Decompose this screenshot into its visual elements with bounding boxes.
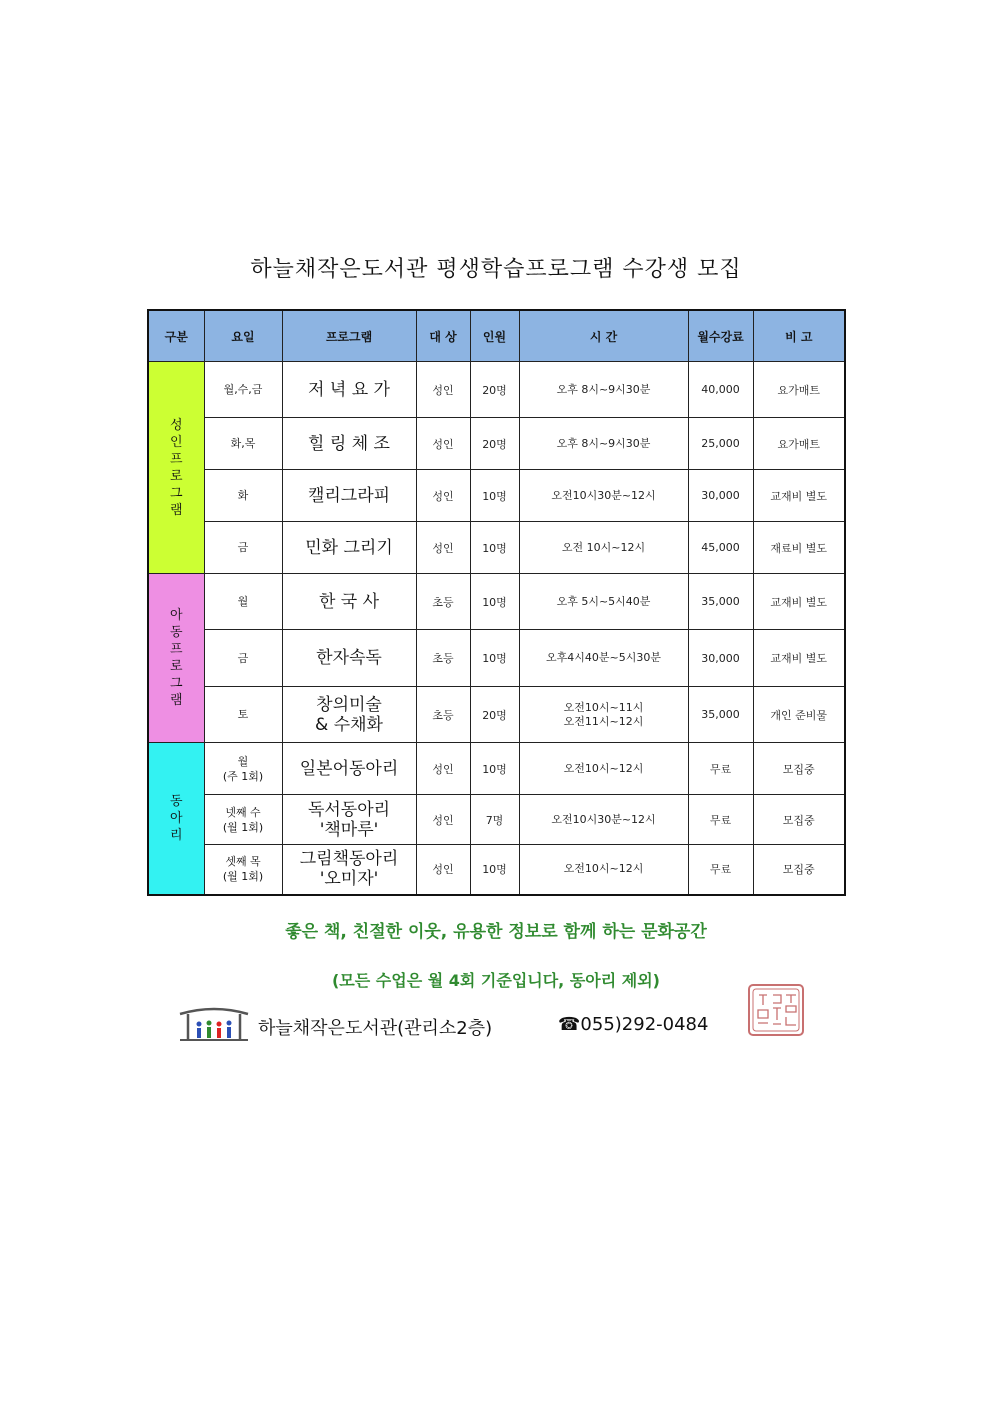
cell-target: 성인 bbox=[416, 743, 470, 795]
table-row bbox=[148, 470, 845, 522]
cell-capacity: 20명 bbox=[470, 362, 519, 418]
cell-time: 오전10시~12시 bbox=[519, 743, 688, 795]
schedule-table bbox=[147, 309, 846, 896]
cell-target: 초등 bbox=[416, 630, 470, 687]
footer bbox=[178, 1006, 818, 1046]
cell-capacity: 20명 bbox=[470, 687, 519, 743]
category-club: 동 아 리 bbox=[148, 743, 204, 895]
cell-day bbox=[204, 795, 282, 845]
table-row bbox=[148, 362, 845, 418]
cell-note: 교재비 별도 bbox=[753, 630, 845, 687]
cell-note: 요가매트 bbox=[753, 418, 845, 470]
header-day: 요일 bbox=[204, 310, 282, 362]
cell-program: 민화 그리기 bbox=[282, 522, 416, 574]
cell-fee: 무료 bbox=[688, 795, 753, 845]
program-line-1: 그림책동아리 bbox=[299, 849, 399, 870]
day-line-2: (월 1회) bbox=[222, 870, 264, 884]
cell-capacity: 10명 bbox=[470, 630, 519, 687]
cell-fee: 25,000 bbox=[688, 418, 753, 470]
cell-day: 금 bbox=[204, 630, 282, 687]
program-line-2: & 수채화 bbox=[315, 714, 383, 735]
cell-program: 한 국 사 bbox=[282, 574, 416, 630]
table-row bbox=[148, 845, 845, 895]
category-adult: 성 인 프 로 그 램 bbox=[148, 362, 204, 574]
header-note: 비 고 bbox=[753, 310, 845, 362]
day-line-2: (월 1회) bbox=[222, 820, 264, 834]
cell-note: 재료비 별도 bbox=[753, 522, 845, 574]
cell-note: 모집중 bbox=[753, 845, 845, 895]
cell-time: 오전10시30분~12시 bbox=[519, 795, 688, 845]
cell-program: 저 녁 요 가 bbox=[282, 362, 416, 418]
time-line-2: 오전11시~12시 bbox=[563, 714, 644, 728]
cell-fee: 45,000 bbox=[688, 522, 753, 574]
table-row bbox=[148, 418, 845, 470]
cell-capacity: 10명 bbox=[470, 574, 519, 630]
table-row bbox=[148, 574, 845, 630]
cell-capacity: 20명 bbox=[470, 418, 519, 470]
phone-number: ☎055)292-0484 bbox=[558, 1014, 709, 1035]
cell-time: 오전 10시~12시 bbox=[519, 522, 688, 574]
cell-program bbox=[282, 845, 416, 895]
cell-time bbox=[519, 687, 688, 743]
cell-note: 모집중 bbox=[753, 743, 845, 795]
cell-time: 오후 8시~9시30분 bbox=[519, 418, 688, 470]
day-line-1: 넷째 수 bbox=[225, 805, 261, 819]
cell-target: 초등 bbox=[416, 574, 470, 630]
table-row bbox=[148, 522, 845, 574]
slogan-text: 좋은 책, 친절한 이웃, 유용한 정보로 함께 하는 문화공간 bbox=[285, 922, 707, 942]
cell-day: 화 bbox=[204, 470, 282, 522]
library-name: 하늘채작은도서관(관리소2층) bbox=[258, 1018, 493, 1039]
cell-target: 성인 bbox=[416, 418, 470, 470]
cell-capacity: 10명 bbox=[470, 845, 519, 895]
cell-time: 오전10시30분~12시 bbox=[519, 470, 688, 522]
cell-note: 교재비 별도 bbox=[753, 470, 845, 522]
table-header-row bbox=[148, 310, 845, 362]
library-seal-icon bbox=[746, 982, 806, 1038]
table-row bbox=[148, 795, 845, 845]
cell-target: 성인 bbox=[416, 470, 470, 522]
cell-program: 일본어동아리 bbox=[282, 743, 416, 795]
cell-fee: 35,000 bbox=[688, 574, 753, 630]
cell-time: 오전10시~12시 bbox=[519, 845, 688, 895]
cell-program bbox=[282, 795, 416, 845]
header-capacity: 인원 bbox=[470, 310, 519, 362]
cell-target: 성인 bbox=[416, 795, 470, 845]
library-logo-icon bbox=[178, 1006, 250, 1044]
category-child: 아 동 프 로 그 램 bbox=[148, 574, 204, 743]
cell-fee: 30,000 bbox=[688, 630, 753, 687]
cell-program: 캘리그라피 bbox=[282, 470, 416, 522]
cell-note: 교재비 별도 bbox=[753, 574, 845, 630]
cell-time: 오후 8시~9시30분 bbox=[519, 362, 688, 418]
cell-day: 월 bbox=[204, 574, 282, 630]
table-row bbox=[148, 743, 845, 795]
cell-note: 요가매트 bbox=[753, 362, 845, 418]
cell-target: 성인 bbox=[416, 522, 470, 574]
cell-day bbox=[204, 743, 282, 795]
cell-time: 오후 5시~5시40분 bbox=[519, 574, 688, 630]
program-line-2: '오미자' bbox=[319, 869, 379, 890]
program-line-2: '책마루' bbox=[319, 819, 379, 840]
cell-note: 개인 준비물 bbox=[753, 687, 845, 743]
cell-note: 모집중 bbox=[753, 795, 845, 845]
page-title: 하늘채작은도서관 평생학습프로그램 수강생 모집 bbox=[250, 257, 742, 282]
cell-day: 토 bbox=[204, 687, 282, 743]
cell-day: 금 bbox=[204, 522, 282, 574]
cell-target: 성인 bbox=[416, 362, 470, 418]
cell-capacity: 10명 bbox=[470, 743, 519, 795]
table-row bbox=[148, 687, 845, 743]
cell-fee: 30,000 bbox=[688, 470, 753, 522]
day-line-1: 월 bbox=[237, 754, 249, 768]
cell-day: 월,수,금 bbox=[204, 362, 282, 418]
cell-day bbox=[204, 845, 282, 895]
time-line-1: 오전10시~11시 bbox=[563, 700, 644, 714]
cell-fee: 무료 bbox=[688, 845, 753, 895]
cell-target: 성인 bbox=[416, 845, 470, 895]
class-note: (모든 수업은 월 4회 기준입니다, 동아리 제외) bbox=[331, 971, 660, 990]
header-time: 시 간 bbox=[519, 310, 688, 362]
cell-fee: 35,000 bbox=[688, 687, 753, 743]
day-line-2: (주 1회) bbox=[222, 769, 264, 783]
cell-capacity: 10명 bbox=[470, 522, 519, 574]
header-fee: 월수강료 bbox=[688, 310, 753, 362]
cell-fee: 40,000 bbox=[688, 362, 753, 418]
cell-time: 오후4시40분~5시30분 bbox=[519, 630, 688, 687]
header-program: 프로그램 bbox=[282, 310, 416, 362]
cell-fee: 무료 bbox=[688, 743, 753, 795]
cell-program: 한자속독 bbox=[282, 630, 416, 687]
header-target: 대 상 bbox=[416, 310, 470, 362]
program-line-1: 독서동아리 bbox=[307, 799, 391, 820]
cell-day: 화,목 bbox=[204, 418, 282, 470]
cell-target: 초등 bbox=[416, 687, 470, 743]
cell-program: 힐 링 체 조 bbox=[282, 418, 416, 470]
cell-program bbox=[282, 687, 416, 743]
header-category: 구분 bbox=[148, 310, 204, 362]
cell-capacity: 10명 bbox=[470, 470, 519, 522]
cell-capacity: 7명 bbox=[470, 795, 519, 845]
day-line-1: 셋째 목 bbox=[225, 855, 261, 869]
table-row bbox=[148, 630, 845, 687]
program-line-1: 창의미술 bbox=[316, 694, 382, 715]
